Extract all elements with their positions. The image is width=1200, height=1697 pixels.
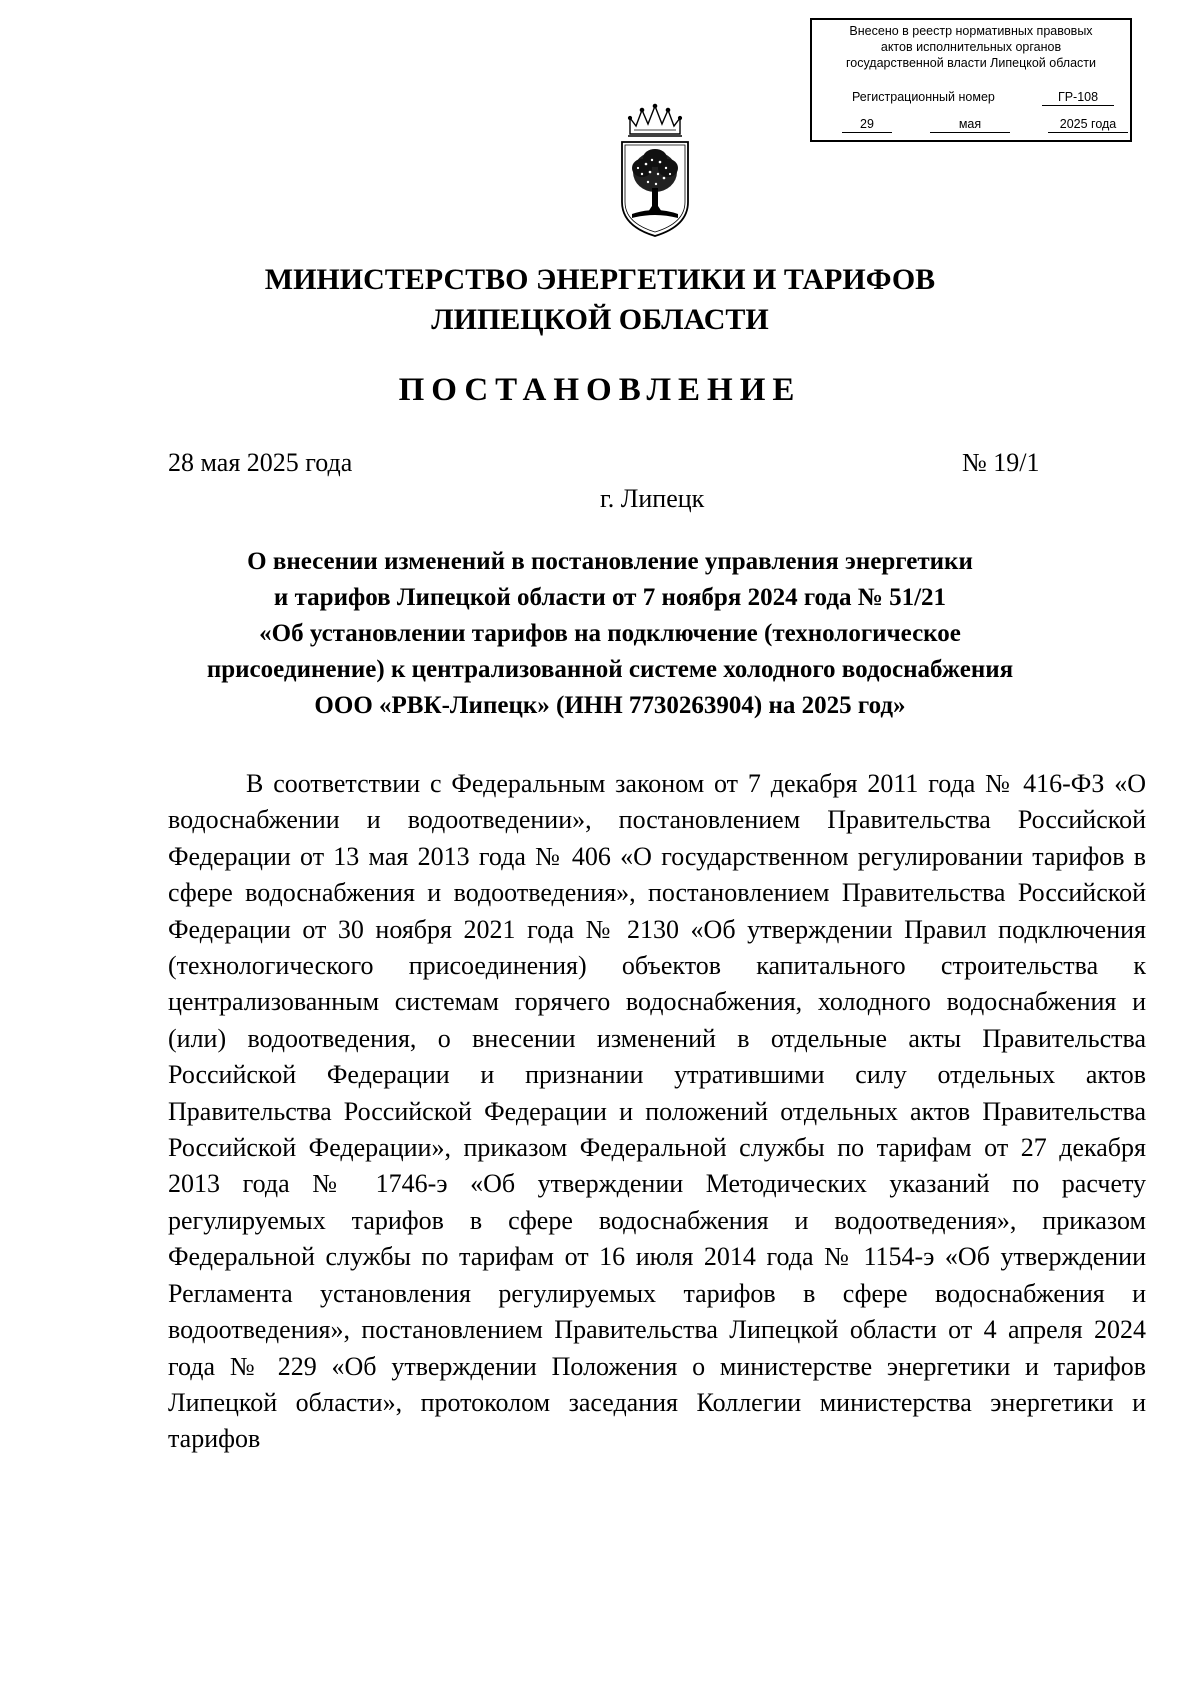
stamp-line-3: государственной власти Липецкой области xyxy=(845,56,1097,70)
document-date: 28 мая 2025 года xyxy=(168,448,353,477)
document-title xyxy=(160,544,1060,724)
document-city: г. Липецк xyxy=(600,484,705,513)
coat-of-arms-svg xyxy=(612,102,698,240)
document-type: ПОСТАНОВЛЕНИЕ xyxy=(398,372,802,408)
stamp-day: 29 xyxy=(842,117,892,133)
stamp-month: мая xyxy=(930,117,1010,133)
ministry-line-1: МИНИСТЕРСТВО ЭНЕРГЕТИКИ И ТАРИФОВ xyxy=(264,263,936,296)
title-line-2: и тарифов Липецкой области от 7 ноября 2024 года № 51/21 xyxy=(273,584,947,611)
stamp-year: 2025 года xyxy=(1048,117,1128,133)
ministry-line-2: ЛИПЕЦКОЙ ОБЛАСТИ xyxy=(431,303,769,336)
stamp-reg-label: Регистрационный номер xyxy=(852,90,995,104)
ministry-heading xyxy=(180,260,1020,340)
title-line-1: О внесении изменений в постановление управления энергетики xyxy=(247,548,973,575)
title-line-4: присоединение) к централизованной системе холодного водоснабжения xyxy=(206,656,1014,683)
document-number: № 19/1 xyxy=(962,448,1040,477)
stamp-reg-number: ГР-108 xyxy=(1042,90,1114,106)
stamp-caption xyxy=(818,24,1124,72)
stamp-line-1: Внесено в реестр нормативных правовых xyxy=(849,24,1093,38)
stamp-registration-row xyxy=(844,90,1114,108)
title-line-5: ООО «РВК-Липецк» (ИНН 7730263904) на 2025 год» xyxy=(314,692,906,719)
coat-of-arms-icon xyxy=(612,102,698,240)
body-paragraph: В соответствии с Федеральным законом от 7 декабря 2011 года № 416-ФЗ «О водоснабжении и водоотведении», постановлением Правительства Российской Федерации от 13 мая 2013 года № 406 «О государственном регулировании тарифов в сфере водоснабжения и водоотведения», постановлением Правительства Российской Федерации от 30 ноября 2021 года № 2130 «Об утверждении Правил подключения (технологического присоединения) объектов капитального строительства к централизованным системам горячего водоснабжения, холодного водоснабжения и (или) водоотведения, о внесении изменений в отдельные акты Правительства Российской Федерации и признании утратившими силу отдельных актов Правительства Российской Федерации и положений отдельных актов Правительства Российской Федерации», приказом Федеральной службы по тарифам от 27 декабря 2013 года № 1746-э «Об утверждении Методических указаний по расчету регулируемых тарифов в сфере водоснабжения и водоотведения», приказом Федеральной службы по тарифам от 16 июля 2014 года № 1154-э «Об утверждении Регламента установления регулируемых тарифов в сфере водоснабжения и водоотведения», постановлением Правительства Липецкой области от 4 апреля 2024 года № 229 «Об утверждении Положения о министерстве энергетики и тарифов Липецкой области», протоколом заседания Коллегии министерства энергетики и тарифов xyxy=(168,769,1146,1454)
registry-stamp xyxy=(810,18,1132,142)
stamp-date-row xyxy=(830,117,1120,134)
title-line-3: «Об установлении тарифов на подключение (технологическое xyxy=(259,620,961,647)
stamp-line-2: актов исполнительных органов xyxy=(880,40,1062,54)
